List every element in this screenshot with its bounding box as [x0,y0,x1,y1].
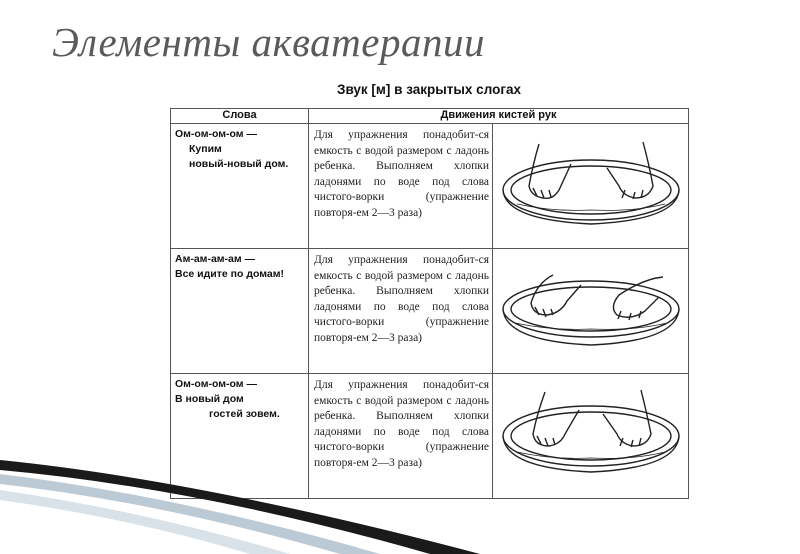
description-cell: Для упражнения понадобит-ся емкость с водой размером с ладонь ребенка. Выполняем хлопки ладонями по воде под слова чистого-ворки (упражнение повторя-ем 2—3 раза) [309,374,493,499]
table-header-row [171,109,689,124]
word-line: Купим [189,143,222,155]
table-row [171,249,689,374]
words-cell [171,249,309,374]
word-line: новый-новый дом. [189,158,289,170]
word-line: гостей зовем. [209,408,280,420]
word-line: Ам-ам-ам-ам — [175,253,256,265]
words-cell [171,124,309,249]
hands-basin-illustration [493,249,689,374]
word-line: Ом-ом-ом-ом — [175,378,257,390]
word-line: Все идите по домам! [175,268,284,280]
word-line: Ом-ом-ом-ом — [175,128,257,140]
decorative-swoosh [0,440,800,554]
description-cell: Для упражнения понадобит-ся емкость с водой размером с ладонь ребенка. Выполняем хлопки ладонями по воде под слова чистого-ворки (упражнение повторя-ем 2—3 раза) [309,124,493,249]
header-movement: Движения кистей рук [309,109,689,124]
hands-basin-illustration [493,124,689,249]
slide-title: Элементы акватерапии [52,19,485,65]
word-line: В новый дом [175,393,244,405]
document-title: Звук [м] в закрытых слогах [337,82,521,97]
description-cell: Для упражнения понадобит-ся емкость с водой размером с ладонь ребенка. Выполняем хлопки ладонями по воде под слова чистого-ворки (упражнение повторя-ем 2—3 раза) [309,249,493,374]
table-row [171,124,689,249]
header-words: Слова [171,109,309,124]
exercise-document [170,78,688,496]
